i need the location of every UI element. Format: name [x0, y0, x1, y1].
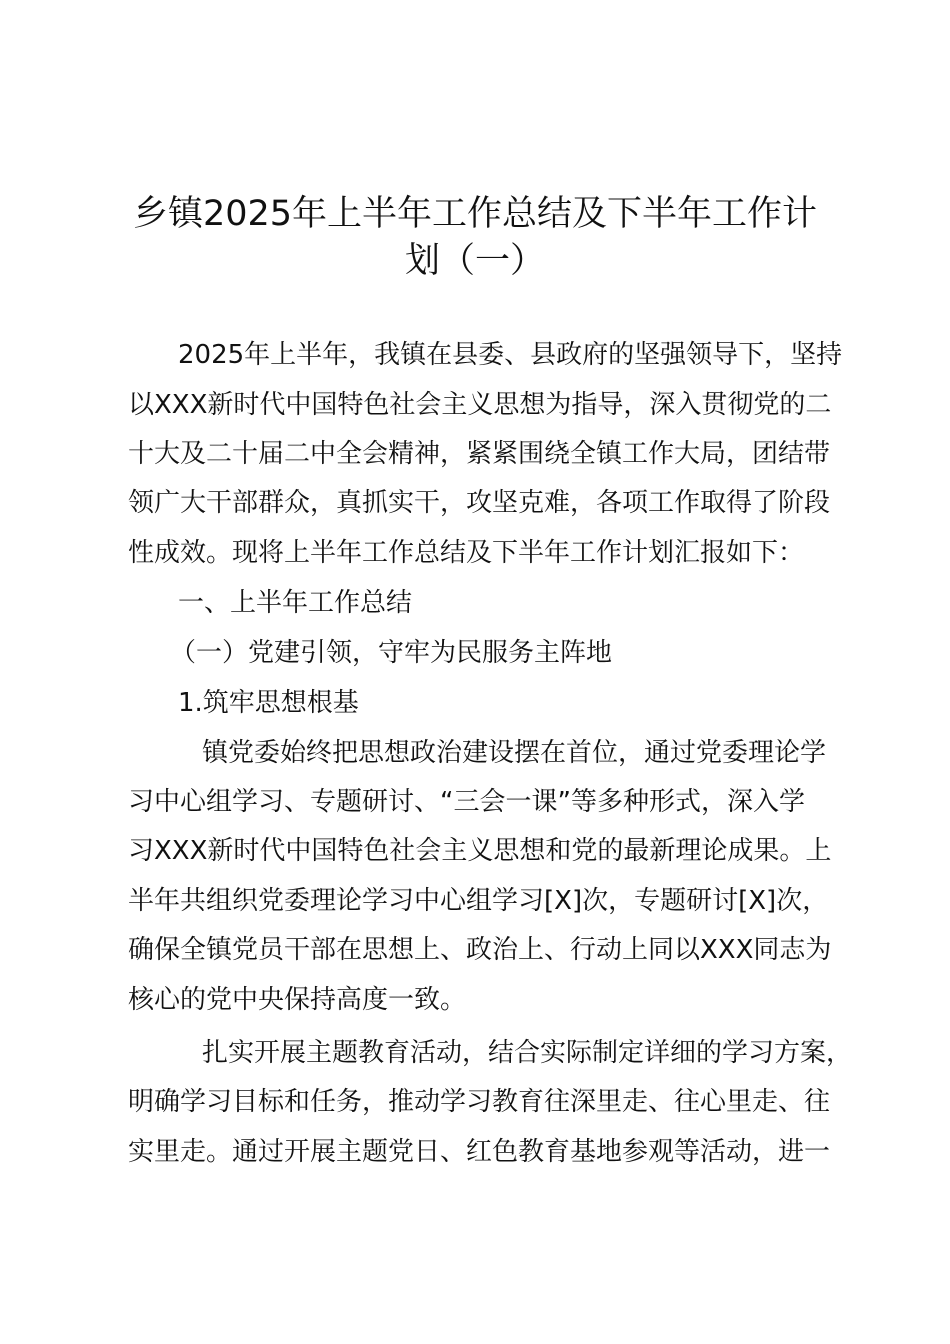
paragraph-intro-line: 十大及二十届二中全会精神，紧紧围绕全镇工作大局，团结带	[128, 439, 831, 469]
document-title-line-1: 乡镇2025年上半年工作总结及下半年工作计	[132, 194, 818, 234]
paragraph-intro-line: 领广大干部群众，真抓实干，攻坚克难，各项工作取得了阶段	[128, 488, 831, 518]
paragraph-line: 核心的党中央保持高度一致。	[128, 985, 467, 1015]
paragraph-line: 实里走。通过开展主题党日、红色教育基地参观等活动，进一	[128, 1137, 831, 1167]
paragraph-line: 确保全镇党员干部在思想上、政治上、行动上同以XXX同志为	[128, 935, 832, 965]
paragraph-line: 半年共组织党委理论学习中心组学习[X]次，专题研讨[X]次，	[128, 886, 829, 916]
document-title-line-2: 划（一）	[404, 241, 545, 281]
paragraph-line: 习XXX新时代中国特色社会主义思想和党的最新理论成果。上	[128, 836, 832, 866]
paragraph-line: 习中心组学习、专题研讨、“三会一课”等多种形式，深入学	[128, 787, 805, 817]
section-heading: 一、上半年工作总结	[178, 588, 413, 618]
paragraph-line: 明确学习目标和任务，推动学习教育往深里走、往心里走、往	[128, 1087, 831, 1117]
paragraph-line: 镇党委始终把思想政治建设摆在首位，通过党委理论学	[202, 738, 827, 768]
paragraph-intro-line: 2025年上半年，我镇在县委、县政府的坚强领导下，坚持	[178, 340, 843, 370]
subsection-heading: （一）党建引领，守牢为民服务主阵地	[170, 638, 613, 668]
paragraph-intro-line: 以XXX新时代中国特色社会主义思想为指导，深入贯彻党的二	[128, 390, 832, 420]
item-heading: 1.筑牢思想根基	[178, 688, 359, 718]
paragraph-line: 扎实开展主题教育活动，结合实际制定详细的学习方案，	[202, 1038, 853, 1068]
paragraph-intro-line: 性成效。现将上半年工作总结及下半年工作计划汇报如下：	[128, 538, 805, 568]
